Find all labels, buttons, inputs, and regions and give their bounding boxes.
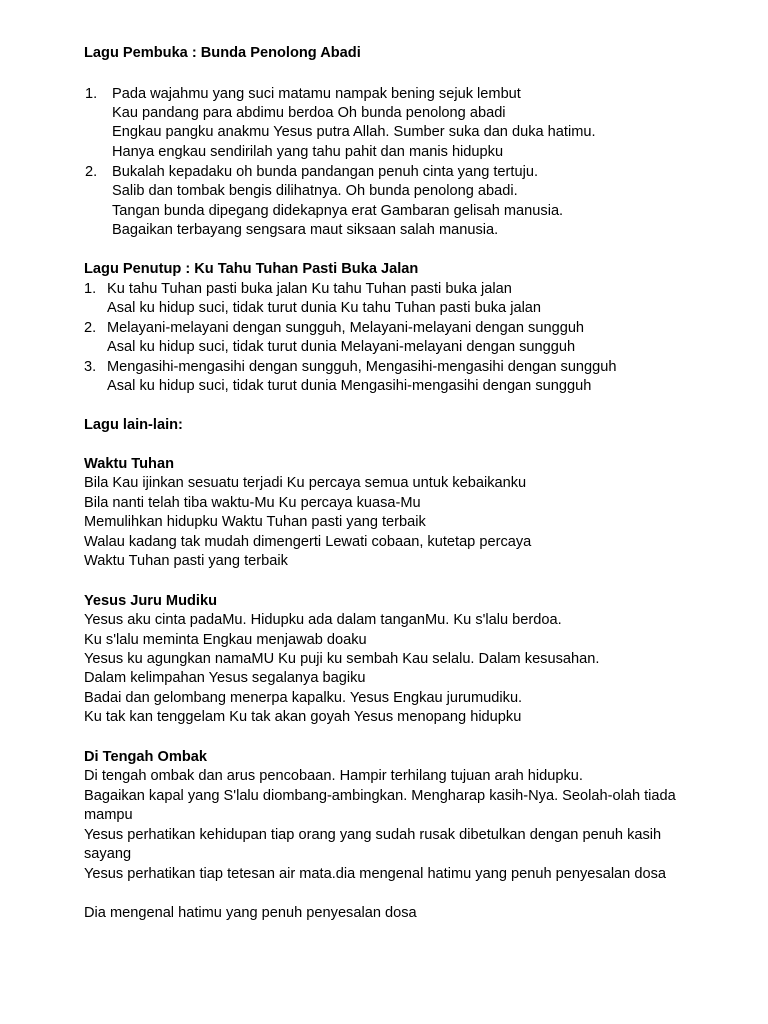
song-title-yesus-juru-mudiku: Yesus Juru Mudiku xyxy=(84,593,217,609)
verse-line: Asal ku hidup suci, tidak turut dunia Ku tahu Tuhan pasti buka jalan xyxy=(107,300,542,316)
lyric-line: Walau kadang tak mudah dimengerti Lewati cobaan, kutetap percaya xyxy=(84,534,532,550)
item-number: 2. xyxy=(85,164,98,180)
lyric-line: Di tengah ombak dan arus pencobaan. Hampir terhilang tujuan arah hidupku. xyxy=(84,768,583,784)
verse-line: Asal ku hidup suci, tidak turut dunia Mengasihi-mengasihi dengan sungguh xyxy=(107,378,592,394)
verse-line: Asal ku hidup suci, tidak turut dunia Melayani-melayani dengan sungguh xyxy=(107,339,576,355)
verse-line: Salib dan tombak bengis dilihatnya. Oh bunda penolong abadi. xyxy=(112,183,518,199)
lyric-line: Bagaikan kapal yang S'lalu diombang-ambingkan. Mengharap kasih-Nya. Seolah-olah tiada xyxy=(84,788,676,804)
lyric-line: Yesus perhatikan tiap tetesan air mata.dia mengenal hatimu yang penuh penyesalan dosa xyxy=(84,866,666,882)
lyric-line: Dalam kelimpahan Yesus segalanya bagiku xyxy=(84,670,366,686)
item-number: 3. xyxy=(84,359,97,375)
lyric-line: Dia mengenal hatimu yang penuh penyesalan dosa xyxy=(84,905,417,921)
verse-line: Melayani-melayani dengan sungguh, Melayani-melayani dengan sungguh xyxy=(107,320,585,336)
song-title-waktu-tuhan: Waktu Tuhan xyxy=(84,456,174,472)
lyric-line: mampu xyxy=(84,807,133,823)
verse-line: Bukalah kepadaku oh bunda pandangan penuh cinta yang tertuju. xyxy=(112,164,538,180)
lyric-line: sayang xyxy=(84,846,132,862)
lyric-line: Yesus ku agungkan namaMU Ku puji ku sembah Kau selalu. Dalam kesusahan. xyxy=(84,651,600,667)
item-number: 1. xyxy=(85,86,98,102)
verse-line: Pada wajahmu yang suci matamu nampak bening sejuk lembut xyxy=(112,86,521,102)
lyric-line: Waktu Tuhan pasti yang terbaik xyxy=(84,553,288,569)
verse-line: Mengasihi-mengasihi dengan sungguh, Mengasihi-mengasihi dengan sungguh xyxy=(107,359,617,375)
verse-line: Engkau pangku anakmu Yesus putra Allah. Sumber suka dan duka hatimu. xyxy=(112,124,596,140)
verse-line: Tangan bunda dipegang didekapnya erat Gambaran gelisah manusia. xyxy=(112,203,564,219)
lyric-line: Memulihkan hidupku Waktu Tuhan pasti yang terbaik xyxy=(84,514,426,530)
section-heading-lagu-lain-lain: Lagu lain-lain: xyxy=(84,417,183,433)
lyric-line: Yesus perhatikan kehidupan tiap orang yang sudah rusak dibetulkan dengan penuh kasih xyxy=(84,827,662,843)
lyric-line: Ku s'lalu meminta Engkau menjawab doaku xyxy=(84,632,367,648)
lyric-line: Badai dan gelombang menerpa kapalku. Yesus Engkau jurumudiku. xyxy=(84,690,523,706)
song-title-di-tengah-ombak: Di Tengah Ombak xyxy=(84,749,207,765)
verse-line: Bagaikan terbayang sengsara maut siksaan salah manusia. xyxy=(112,222,499,238)
verse-line: Ku tahu Tuhan pasti buka jalan Ku tahu Tuhan pasti buka jalan xyxy=(107,281,512,297)
verse-line: Kau pandang para abdimu berdoa Oh bunda penolong abadi xyxy=(112,105,506,121)
lyric-line: Ku tak kan tenggelam Ku tak akan goyah Yesus menopang hidupku xyxy=(84,709,522,725)
lyric-line: Bila nanti telah tiba waktu-Mu Ku percaya kuasa-Mu xyxy=(84,495,421,511)
item-number: 2. xyxy=(84,320,97,336)
lyric-line: Yesus aku cinta padaMu. Hidupku ada dalam tanganMu. Ku s'lalu berdoa. xyxy=(84,612,562,628)
item-number: 1. xyxy=(84,281,97,297)
verse-line: Hanya engkau sendirilah yang tahu pahit dan manis hidupku xyxy=(112,144,504,160)
section-heading-lagu-pembuka: Lagu Pembuka : Bunda Penolong Abadi xyxy=(84,45,361,61)
lyric-line: Bila Kau ijinkan sesuatu terjadi Ku percaya semua untuk kebaikanku xyxy=(84,475,527,491)
section-heading-lagu-penutup: Lagu Penutup : Ku Tahu Tuhan Pasti Buka Jalan xyxy=(84,261,419,277)
